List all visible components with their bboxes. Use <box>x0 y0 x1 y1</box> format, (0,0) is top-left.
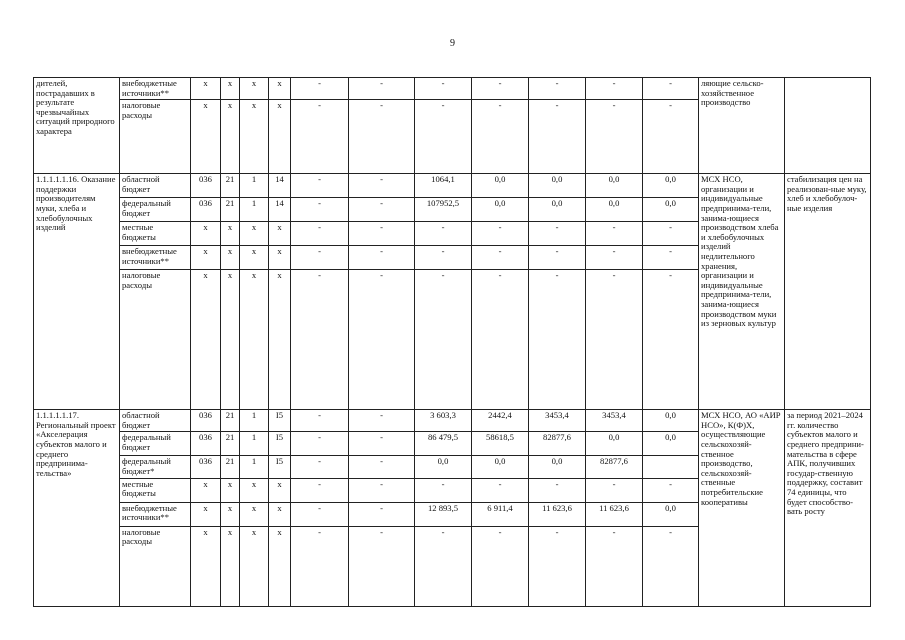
activity-name-cell: 1.1.1.1.1.16. Оказание поддержки производителям муки, хлеба и хлебобулочных изделий <box>34 174 120 410</box>
amount-cell: - <box>415 478 472 502</box>
funding-source-cell: областной бюджет <box>120 410 191 432</box>
amount-cell: 0,0 <box>586 198 643 222</box>
amount-cell: 0,0 <box>643 198 699 222</box>
amount-cell: - <box>349 456 415 478</box>
amount-cell: 0,0 <box>529 174 586 198</box>
amount-cell: - <box>643 270 699 410</box>
code-cell: х <box>221 270 240 410</box>
table-row <box>34 78 871 100</box>
amount-cell: - <box>291 246 349 270</box>
code-cell: 036 <box>191 410 221 432</box>
amount-cell: - <box>291 432 349 456</box>
code-cell: 036 <box>191 432 221 456</box>
amount-cell: 82877,6 <box>586 456 643 478</box>
code-cell: х <box>191 100 221 174</box>
amount-cell: 0,0 <box>643 410 699 432</box>
amount-cell: - <box>349 270 415 410</box>
code-cell: 21 <box>221 432 240 456</box>
amount-cell: - <box>529 478 586 502</box>
code-cell: х <box>191 270 221 410</box>
amount-cell: 0,0 <box>472 456 529 478</box>
amount-cell: - <box>643 78 699 100</box>
amount-cell: - <box>529 100 586 174</box>
amount-cell: - <box>415 270 472 410</box>
funding-source-cell: федеральный бюджет <box>120 198 191 222</box>
code-cell: 21 <box>221 456 240 478</box>
code-cell: х <box>191 246 221 270</box>
code-cell: х <box>269 78 291 100</box>
code-cell: 1 <box>240 410 269 432</box>
code-cell: 1 <box>240 432 269 456</box>
amount-cell: - <box>586 270 643 410</box>
code-cell: х <box>221 246 240 270</box>
amount-cell: 11 623,6 <box>529 502 586 526</box>
amount-cell: - <box>643 526 699 606</box>
amount-cell: 0,0 <box>586 432 643 456</box>
amount-cell: - <box>349 198 415 222</box>
amount-cell: 0,0 <box>472 198 529 222</box>
amount-cell: 0,0 <box>472 174 529 198</box>
amount-cell: 3453,4 <box>529 410 586 432</box>
amount-cell: - <box>472 526 529 606</box>
amount-cell: - <box>472 270 529 410</box>
amount-cell: 0,0 <box>586 174 643 198</box>
amount-cell: - <box>586 100 643 174</box>
code-cell: 036 <box>191 456 221 478</box>
amount-cell: 107952,5 <box>415 198 472 222</box>
amount-cell: - <box>415 78 472 100</box>
funding-source-cell: федеральный бюджет* <box>120 456 191 478</box>
code-cell: х <box>221 222 240 246</box>
code-cell: х <box>240 78 269 100</box>
amount-cell: - <box>415 526 472 606</box>
code-cell: х <box>191 502 221 526</box>
funding-source-cell: внебюджетные источники** <box>120 246 191 270</box>
executor-cell: МСХ НСО, АО «АИР НСО», К(Ф)Х, осуществляющие сельскохозяй-ственное производство, сельскохозяй-ственные потребительские кооперативы <box>699 410 785 606</box>
funding-source-cell: внебюджетные источники** <box>120 502 191 526</box>
code-cell: х <box>269 502 291 526</box>
amount-cell: 0,0 <box>643 432 699 456</box>
code-cell: 1 <box>240 174 269 198</box>
budget-table <box>33 77 871 607</box>
amount-cell: - <box>586 222 643 246</box>
code-cell: х <box>191 526 221 606</box>
page-number: 9 <box>450 38 455 49</box>
code-cell: х <box>240 478 269 502</box>
amount-cell: 0,0 <box>643 174 699 198</box>
amount-cell: 86 479,5 <box>415 432 472 456</box>
funding-source-cell: налоговые расходы <box>120 100 191 174</box>
code-cell: х <box>269 526 291 606</box>
code-cell: 21 <box>221 198 240 222</box>
amount-cell: - <box>415 246 472 270</box>
code-cell: х <box>221 478 240 502</box>
amount-cell: - <box>529 78 586 100</box>
expected-result-cell: стабилизация цен на реализован-ные муку, хлеб и хлебобулоч-ные изделия <box>785 174 871 410</box>
amount-cell: - <box>349 410 415 432</box>
activity-name-cell: дителей, пострадавших в результате чрезвычайных ситуаций природного характера <box>34 78 120 174</box>
amount-cell: - <box>472 478 529 502</box>
executor-cell: ляющие сельско-хозяйственное производство <box>699 78 785 174</box>
amount-cell: 0,0 <box>529 198 586 222</box>
amount-cell: - <box>349 478 415 502</box>
code-cell: х <box>269 100 291 174</box>
code-cell: х <box>240 222 269 246</box>
amount-cell: - <box>586 246 643 270</box>
code-cell: х <box>240 526 269 606</box>
amount-cell: - <box>349 432 415 456</box>
code-cell: х <box>269 478 291 502</box>
amount-cell: 6 911,4 <box>472 502 529 526</box>
code-cell: 21 <box>221 410 240 432</box>
funding-source-cell: местные бюджеты <box>120 478 191 502</box>
code-cell: I5 <box>269 410 291 432</box>
executor-cell: МСХ НСО, организации и индивидуальные предпринима-тели, занима-ющиеся производством хлеба и хлебобулочных изделий недлительного хранения, организации и индивидуальные предпринима-тели, занима-ющиеся производством муки из зерновых культур <box>699 174 785 410</box>
amount-cell: - <box>291 198 349 222</box>
code-cell: х <box>221 78 240 100</box>
amount-cell: - <box>349 502 415 526</box>
amount-cell: - <box>586 478 643 502</box>
amount-cell: - <box>529 270 586 410</box>
expected-result-cell: за период 2021–2024 гг. количество субъектов малого и среднего предприни-мательства в сфере АПК, получивших государ-ственную поддержку, составит 74 единицы, что будет способство-вать росту <box>785 410 871 606</box>
funding-source-cell: налоговые расходы <box>120 270 191 410</box>
amount-cell: - <box>472 78 529 100</box>
amount-cell: 3 603,3 <box>415 410 472 432</box>
code-cell: х <box>269 270 291 410</box>
expected-result-cell <box>785 78 871 174</box>
amount-cell: - <box>643 246 699 270</box>
funding-source-cell: внебюджетные источники** <box>120 78 191 100</box>
amount-cell: 1064,1 <box>415 174 472 198</box>
amount-cell: - <box>349 246 415 270</box>
code-cell: 14 <box>269 198 291 222</box>
amount-cell: - <box>415 222 472 246</box>
amount-cell: 0,0 <box>643 502 699 526</box>
amount-cell: - <box>472 222 529 246</box>
amount-cell: - <box>586 526 643 606</box>
code-cell: х <box>191 78 221 100</box>
amount-cell: 58618,5 <box>472 432 529 456</box>
activity-name-cell: 1.1.1.1.1.17. Региональный проект «Акселерация субъектов малого и среднего предпринима-тельства» <box>34 410 120 606</box>
amount-cell: - <box>291 100 349 174</box>
amount-cell <box>643 456 699 478</box>
amount-cell: - <box>643 100 699 174</box>
code-cell: х <box>221 502 240 526</box>
amount-cell: - <box>643 478 699 502</box>
amount-cell: - <box>349 222 415 246</box>
code-cell: х <box>269 222 291 246</box>
amount-cell: 0,0 <box>415 456 472 478</box>
amount-cell: - <box>472 246 529 270</box>
amount-cell: - <box>529 526 586 606</box>
code-cell: х <box>269 246 291 270</box>
code-cell: I5 <box>269 432 291 456</box>
amount-cell: - <box>349 100 415 174</box>
amount-cell: - <box>291 526 349 606</box>
amount-cell: - <box>291 410 349 432</box>
amount-cell: - <box>349 174 415 198</box>
table-row <box>34 174 871 198</box>
amount-cell: - <box>349 526 415 606</box>
code-cell: 036 <box>191 174 221 198</box>
code-cell: I5 <box>269 456 291 478</box>
amount-cell: - <box>291 222 349 246</box>
code-cell: х <box>221 526 240 606</box>
amount-cell: - <box>529 246 586 270</box>
amount-cell: - <box>291 78 349 100</box>
amount-cell: 2442,4 <box>472 410 529 432</box>
amount-cell: - <box>291 174 349 198</box>
code-cell: х <box>191 222 221 246</box>
code-cell: х <box>240 100 269 174</box>
funding-source-cell: местные бюджеты <box>120 222 191 246</box>
amount-cell: - <box>586 78 643 100</box>
funding-source-cell: налоговые расходы <box>120 526 191 606</box>
table-row <box>34 410 871 432</box>
amount-cell: 12 893,5 <box>415 502 472 526</box>
amount-cell: 82877,6 <box>529 432 586 456</box>
amount-cell: - <box>291 478 349 502</box>
amount-cell: - <box>472 100 529 174</box>
code-cell: 036 <box>191 198 221 222</box>
funding-source-cell: федеральный бюджет <box>120 432 191 456</box>
amount-cell: 3453,4 <box>586 410 643 432</box>
code-cell: х <box>221 100 240 174</box>
code-cell: х <box>240 502 269 526</box>
code-cell: 1 <box>240 198 269 222</box>
code-cell: 1 <box>240 456 269 478</box>
amount-cell: - <box>291 502 349 526</box>
amount-cell: - <box>291 270 349 410</box>
funding-source-cell: областной бюджет <box>120 174 191 198</box>
amount-cell: 0,0 <box>529 456 586 478</box>
code-cell: 21 <box>221 174 240 198</box>
code-cell: х <box>240 246 269 270</box>
amount-cell: - <box>291 456 349 478</box>
amount-cell: 11 623,6 <box>586 502 643 526</box>
amount-cell: - <box>415 100 472 174</box>
amount-cell: - <box>349 78 415 100</box>
code-cell: х <box>191 478 221 502</box>
code-cell: 14 <box>269 174 291 198</box>
amount-cell: - <box>643 222 699 246</box>
amount-cell: - <box>529 222 586 246</box>
code-cell: х <box>240 270 269 410</box>
